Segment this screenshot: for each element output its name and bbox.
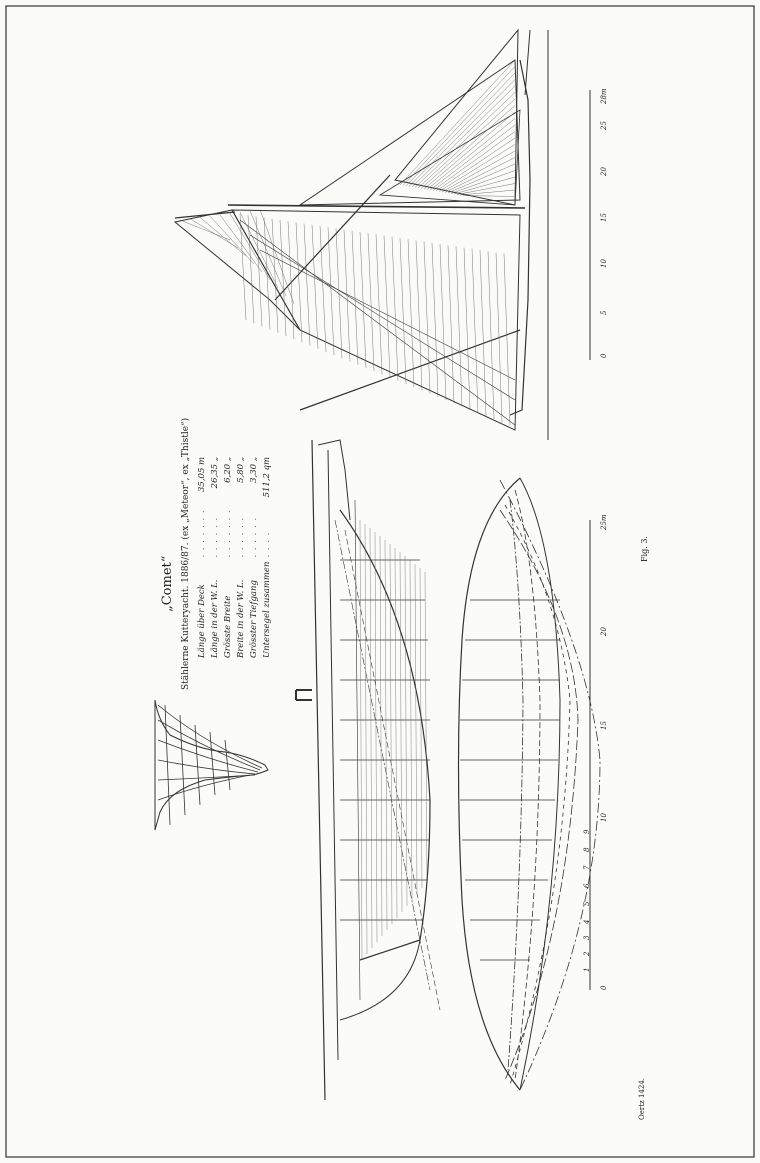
spec-label: Breite in der W. L.	[236, 579, 246, 658]
sail-scale-tick: 20	[600, 167, 608, 176]
spec-label: Länge in der W. L.	[210, 579, 220, 658]
spec-label: Grösster Tiefgang	[249, 580, 259, 658]
topmast	[175, 212, 235, 218]
spec-leader: . . . . . . .	[223, 509, 233, 558]
spec-row	[222, 455, 235, 660]
spec-row	[248, 455, 261, 660]
lines-scale-minor-tick: 4	[583, 919, 591, 924]
drawing-title: „Comet“	[160, 555, 175, 612]
sail-scale-tick: 25	[600, 121, 608, 130]
sail-scale-tick: 5	[600, 310, 608, 315]
lines-scale-tick: 20	[600, 627, 608, 636]
lines-scale-unit: 25m	[600, 514, 608, 530]
profile-plan	[296, 440, 440, 1100]
sail-scale-tick: 15	[600, 213, 608, 222]
lines-scale-minor-tick: 9	[583, 829, 591, 834]
spec-row	[261, 455, 274, 660]
lines-scale-minor-tick: 3	[583, 935, 591, 940]
spec-leader: . . . . . .	[236, 516, 246, 558]
spec-leader: . . . . . .	[249, 516, 259, 558]
spec-label: Länge über Deck	[197, 584, 207, 658]
spec-value: 511,2 qm	[262, 456, 272, 498]
drawing-subtitle: Stählerne Kutteryacht. 1886/87. (ex „Meteor“, ex „Thistle“)	[181, 417, 191, 690]
lines-scale-tick: 10	[600, 813, 608, 822]
spec-value: 26,35 „	[210, 456, 220, 489]
drawing-signature: Oertz 1424.	[638, 1078, 646, 1120]
spec-row	[235, 455, 248, 660]
topsail	[175, 210, 300, 330]
sail-hatching	[180, 60, 515, 426]
spec-value: 35,05 m	[197, 456, 207, 492]
lines-scale-minor-tick: 5	[583, 901, 591, 906]
sail-scale-tick: 0	[600, 353, 608, 358]
mast	[228, 205, 525, 208]
half-breadth-plan	[459, 478, 601, 1090]
profile-waterlines	[360, 520, 427, 960]
spec-value: 6,20 „	[223, 456, 233, 483]
lines-scale-tick: 0	[600, 985, 608, 990]
gaff	[275, 175, 390, 300]
sail-scale-tick: 10	[600, 259, 608, 268]
lines-scale-minor-tick: 7	[583, 865, 591, 870]
page-border	[6, 6, 754, 1157]
midship-section	[155, 700, 268, 830]
lines-scale-minor-tick: 6	[583, 883, 591, 888]
spec-label: Untersegel zusammen	[262, 561, 272, 658]
lines-scale-tick: 15	[600, 721, 608, 730]
spec-row	[196, 455, 209, 660]
lines-scale-minor-tick: 8	[583, 847, 591, 852]
jib-topsail	[395, 30, 518, 205]
spec-value: 5,80 „	[236, 456, 246, 483]
spec-value: 3,30 „	[249, 456, 259, 483]
spec-leader: . . . . . .	[210, 516, 220, 558]
lines-scale-minor-tick: 1	[583, 967, 591, 972]
spec-leader: . . . . . . .	[197, 509, 207, 558]
mainsail	[232, 210, 520, 430]
boom	[300, 330, 520, 410]
lines-scale-minor-tick: 2	[583, 951, 591, 956]
spec-leader: . . . .	[262, 531, 272, 558]
bowsprit	[525, 30, 530, 95]
spec-label: Grösste Breite	[223, 595, 233, 658]
staysail	[380, 110, 520, 205]
sail-scale-unit: 28m	[600, 88, 608, 104]
figure-label: Fig. 3.	[640, 536, 649, 562]
spec-row	[209, 455, 222, 660]
specs-table	[196, 455, 274, 660]
sail-plan	[175, 30, 548, 440]
